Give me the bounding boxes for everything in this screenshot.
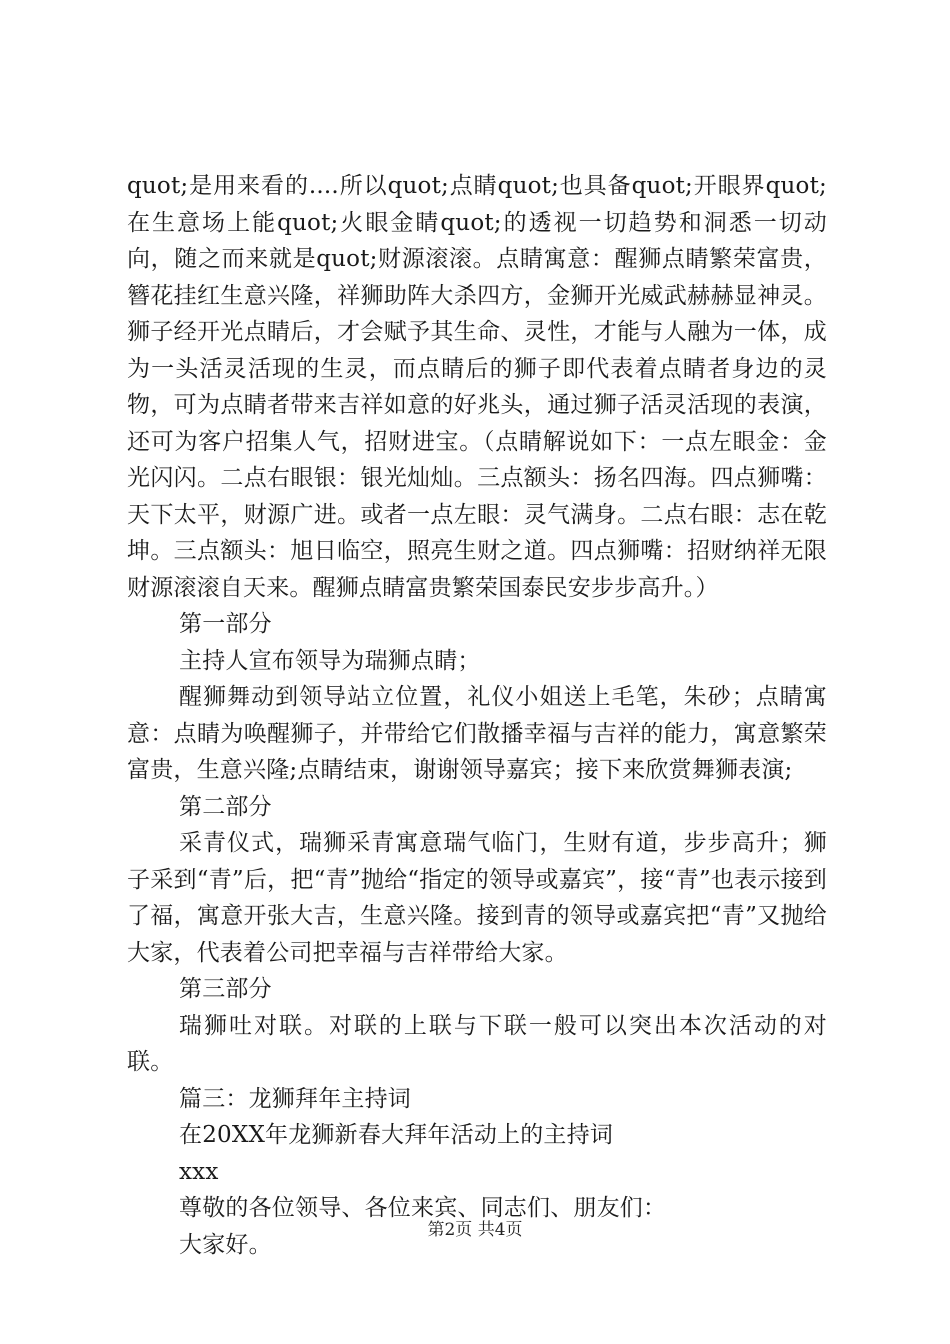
paragraph-cai-qing: 采青仪式，瑞狮采青寓意瑞气临门，生财有道，步步高升；狮子采到“青”后，把“青”抛给“指定的领导或嘉宾”，接“青”也表示接到了福，寓意开张大吉，生意兴隆。接到青的领导或嘉宾把“青”又抛给大家，代表着公司把幸福与吉祥带给大家。	[127, 830, 827, 966]
paragraph-couplet: 瑞狮吐对联。对联的上联与下联一般可以突出本次活动的对联。	[127, 1012, 827, 1075]
paragraph-eye-dotting: 醒狮舞动到领导站立位置，礼仪小姐送上毛笔，朱砂；点睛寓意：点睛为唤醒狮子，并带给它们散播幸福与吉祥的能力，寓意繁荣富贵，生意兴隆;点睛结束，谢谢领导嘉宾；接下来欣赏舞狮表演;	[127, 684, 827, 783]
section-heading-part-three: 第三部分	[179, 976, 272, 1002]
section-heading-part-one: 第一部分	[179, 611, 272, 637]
page-number-footer: 第2页 共4页	[427, 1220, 523, 1240]
salutation: 尊敬的各位领导、各位来宾、同志们、朋友们：	[179, 1195, 667, 1221]
paragraph-intro: quot;是用来看的....所以quot;点睛quot;也具备quot;开眼界quot;在生意场上能quot;火眼金睛quot;的透视一切趋势和洞悉一切动向，随之而来就是quot;财源滚滚。点睛寓意：醒狮点睛繁荣富贵，簪花挂红生意兴隆，祥狮助阵大杀四方，金狮开光威武赫赫显神灵。狮子经开光点睛后，才会赋予其生命、灵性，才能与人融为一体，成为一头活灵活现的生灵，而点睛后的狮子即代表着点睛者身边的灵物，可为点睛者带来吉祥如意的好兆头，通过狮子活灵活现的表演，还可为客户招集人气，招财进宝。（点睛解说如下：一点左眼金：金光闪闪。二点右眼银：银光灿灿。三点额头：扬名四海。四点狮嘴：天下太平，财源广进。或者一点左眼：灵气满身。二点右眼：志在乾坤。三点额头：旭日临空，照亮生财之道。四点狮嘴：招财纳祥无限财源滚滚自天来。醒狮点睛富贵繁荣国泰民安步步高升。）	[127, 173, 827, 601]
speaker-name: xxx	[179, 1158, 219, 1185]
section-heading-part-two: 第二部分	[179, 793, 272, 820]
paragraph-host-announce: 主持人宣布领导为瑞狮点睛；	[179, 647, 481, 674]
greeting: 大家好。	[179, 1231, 272, 1258]
speech-title: 在20XX年龙狮新春大拜年活动上的主持词	[179, 1122, 614, 1148]
chapter-heading: 篇三：龙狮拜年主持词	[179, 1085, 411, 1112]
document-body	[127, 168, 827, 1263]
